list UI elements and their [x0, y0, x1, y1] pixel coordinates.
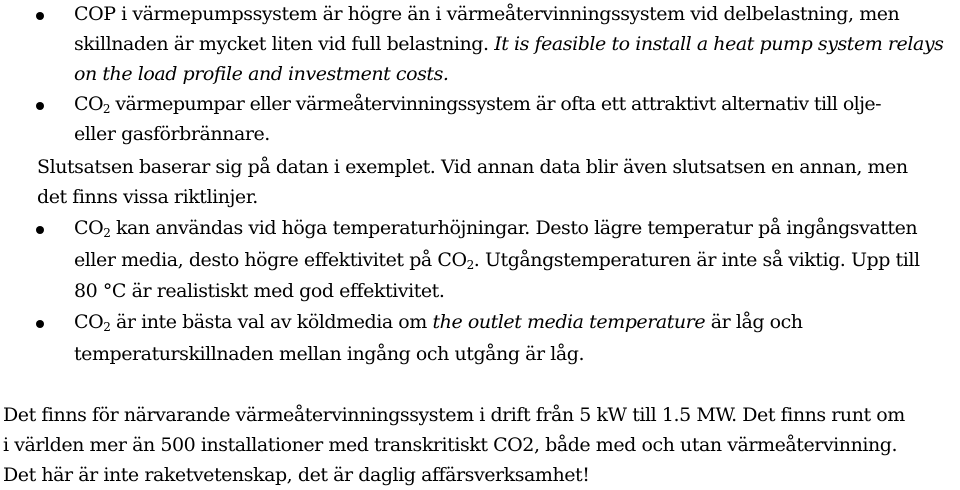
paragraph-line: 80 °C är realistiskt med god effektivitet. [74, 280, 445, 302]
paragraph-line: i världen mer än 500 installationer med transkritiskt CO2, både med och utan värmeåtervinning. [3, 434, 898, 456]
paragraph-line [74, 310, 803, 339]
italic-text: It is feasible to install a heat pump system relays [494, 33, 944, 55]
bullet-icon [36, 102, 44, 110]
bullet-icon [36, 12, 44, 20]
co2-label: CO [74, 311, 104, 333]
subscript: 2 [102, 102, 110, 116]
text-span: kan användas vid höga temperaturhöjningar. Desto lägre temperatur på ingångsvatten [110, 217, 918, 239]
paragraph-line: eller gasförbrännare. [74, 123, 270, 145]
paragraph-line [74, 32, 943, 56]
text-span: eller media, desto högre effektivitet på CO [74, 249, 467, 271]
text-span: är låg och [705, 311, 803, 333]
text-span: värmepumpar eller värmeåtervinningssystem är ofta ett attraktivt alternativ till olje- [109, 93, 881, 115]
bullet-icon [36, 320, 44, 328]
paragraph-line: Det finns för närvarande värmeåtervinningssystem i drift från 5 kW till 1.5 MW. Det finns runt om [3, 404, 905, 426]
paragraph-line: temperaturskillnaden mellan ingång och utgång är låg. [74, 343, 585, 365]
paragraph-line [74, 92, 881, 121]
bullet-icon [36, 226, 44, 234]
paragraph-line: Slutsatsen baserar sig på datan i exemplet. Vid annan data blir även slutsatsen en annan, men [37, 156, 908, 178]
paragraph-line [74, 62, 449, 86]
paragraph-line: Det här är inte raketvetenskap, det är daglig affärsverksamhet! [3, 464, 590, 486]
text-span: skillnaden är mycket liten vid full belastning. [74, 33, 495, 55]
text-span: . Utgångstemperaturen är inte så viktig. Upp till [473, 249, 920, 271]
subscript: 2 [103, 320, 111, 334]
italic-text: the outlet media temperature [432, 311, 706, 333]
text-span: är inte bästa val av köldmedia om [110, 311, 433, 333]
co2-label: CO [74, 93, 103, 115]
co2-label: CO [74, 217, 104, 239]
paragraph-line [74, 216, 917, 245]
paragraph-line [74, 248, 920, 277]
subscript: 2 [466, 258, 474, 272]
paragraph-line: COP i värmepumpssystem är högre än i värmeåtervinningssystem vid delbelastning, men [74, 3, 900, 25]
italic-text: on the load profile and investment costs. [74, 63, 449, 85]
subscript: 2 [103, 226, 111, 240]
paragraph-line: det finns vissa riktlinjer. [37, 186, 258, 208]
